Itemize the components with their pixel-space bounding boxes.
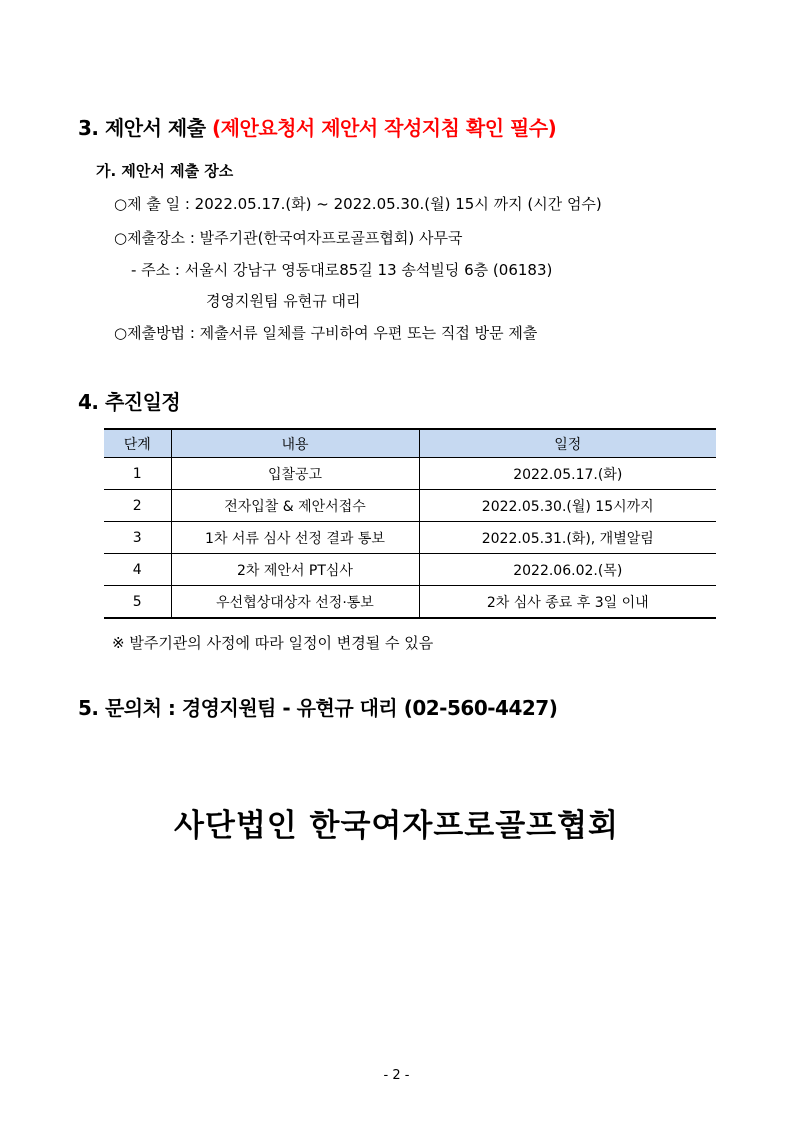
submission-place-line: ○제출장소 : 발주기관(한국여자프로골프협회) 사무국 bbox=[114, 229, 463, 247]
contact-person-line: 경영지원팀 유현규 대리 bbox=[206, 292, 361, 310]
schedule-header-row bbox=[104, 429, 716, 458]
submission-place-subheading: 가. 제안서 제출 장소 bbox=[96, 162, 234, 180]
address-line: - 주소 : 서울시 강남구 영동대로85길 13 송석빌딩 6층 (06183) bbox=[131, 261, 553, 279]
stage-cell: 3 bbox=[104, 522, 171, 554]
schedule-note: ※ 발주기관의 사정에 따라 일정이 변경될 수 있음 bbox=[112, 634, 434, 652]
section-3-heading bbox=[78, 112, 556, 141]
table-row bbox=[104, 490, 716, 522]
submission-date-line: ○제 출 일 : 2022.05.17.(화) ~ 2022.05.30.(월) 15시 까지 (시간 엄수) bbox=[114, 195, 602, 213]
stage-cell: 1 bbox=[104, 458, 171, 490]
submission-method-line: ○제출방법 : 제출서류 일체를 구비하여 우편 또는 직접 방문 제출 bbox=[114, 324, 538, 342]
table-row bbox=[104, 554, 716, 586]
table-row bbox=[104, 522, 716, 554]
content-cell: 전자입찰 & 제안서접수 bbox=[171, 490, 419, 522]
section-4-title: 4. 추진일정 bbox=[78, 390, 181, 414]
schedule-cell: 2022.05.31.(화), 개별알림 bbox=[419, 522, 716, 554]
header-content: 내용 bbox=[171, 429, 419, 458]
organization-name: 사단법인 한국여자프로골프협회 bbox=[173, 808, 620, 844]
schedule-table bbox=[104, 428, 716, 619]
section-5-title: 5. 문의처 : 경영지원팀 - 유현규 대리 (02-560-4427) bbox=[78, 696, 558, 720]
schedule-cell: 2022.05.17.(화) bbox=[419, 458, 716, 490]
stage-cell: 5 bbox=[104, 586, 171, 619]
table-row bbox=[104, 586, 716, 619]
page-number: - 2 - bbox=[383, 1068, 410, 1083]
header-stage: 단계 bbox=[104, 429, 171, 458]
schedule-cell: 2022.06.02.(목) bbox=[419, 554, 716, 586]
schedule-cell: 2022.05.30.(월) 15시까지 bbox=[419, 490, 716, 522]
content-cell: 입찰공고 bbox=[171, 458, 419, 490]
schedule-cell: 2차 심사 종료 후 3일 이내 bbox=[419, 586, 716, 619]
section-3-title: 3. 제안서 제출 bbox=[78, 116, 206, 140]
content-cell: 우선협상대상자 선정·통보 bbox=[171, 586, 419, 619]
section-3-title-note: (제안요청서 제안서 작성지침 확인 필수) bbox=[212, 116, 557, 140]
header-schedule: 일정 bbox=[419, 429, 716, 458]
table-row bbox=[104, 458, 716, 490]
stage-cell: 2 bbox=[104, 490, 171, 522]
content-cell: 2차 제안서 PT심사 bbox=[171, 554, 419, 586]
stage-cell: 4 bbox=[104, 554, 171, 586]
content-cell: 1차 서류 심사 선정 결과 통보 bbox=[171, 522, 419, 554]
